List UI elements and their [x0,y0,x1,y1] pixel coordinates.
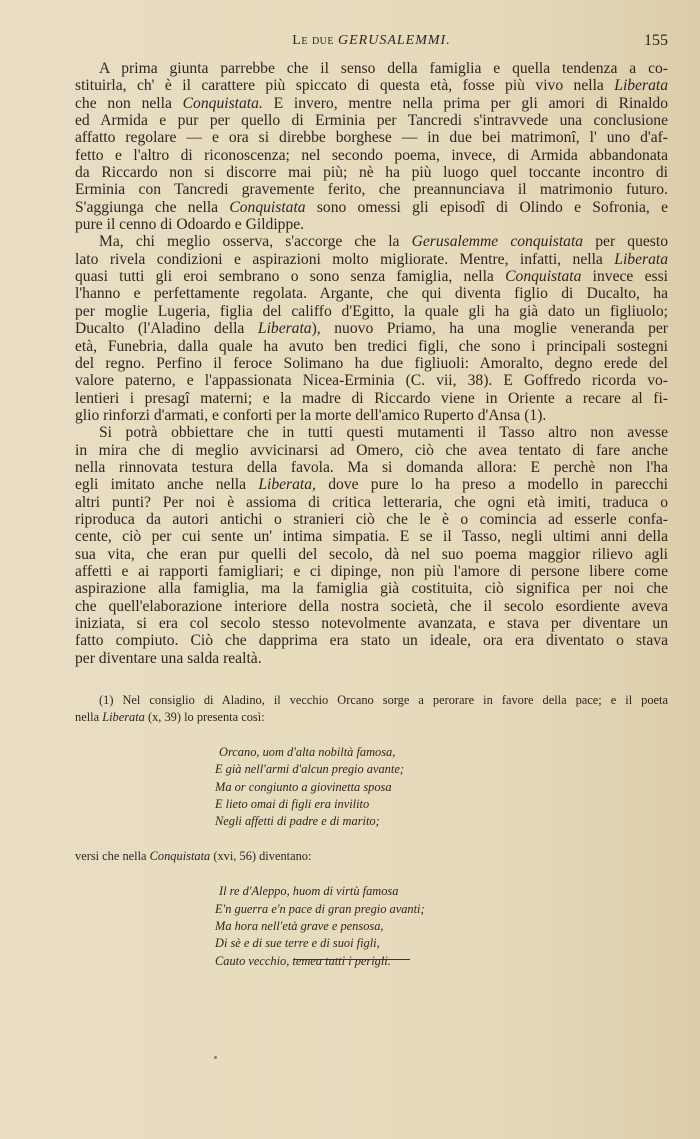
italic-segment: Conquistata. [182,94,263,112]
verse-line: Negli affetti di padre e di marito; [215,814,380,829]
text-line [75,580,668,597]
scan-speck [214,1056,217,1059]
text-line [75,95,668,112]
text-segment: riproduca da autori antichi o stranieri ciò che le è o comincia ad esserle confa- [75,510,668,528]
text-segment: quasi tutti gli eroi sembrano o sono senza famiglia, nella [75,268,506,286]
text-segment: (1) Nel consiglio di Aladino, il vecchio Orcano sorge a perorare in favore della pace; e il poeta [99,693,668,707]
text-segment: Si potrà obbiettare che in tutti questi mutamenti il Tasso altro non avesse [99,424,668,442]
text-segment: A prima giunta parrebbe che il senso della famiglia e quella tendenza a co- [99,60,668,77]
text-segment: (x, 39) lo presenta così: [144,710,265,724]
text-segment: (xvi, 56) diventano: [210,849,312,864]
text-line [75,390,668,407]
text-segment: per questo [583,233,668,251]
verse-line: E già nell'armi d'alcun pregio avante; [215,762,404,777]
text-segment: che non nella [75,94,183,112]
verse-quote [75,883,668,969]
verse-line: E'n guerra e'n pace di gran pregio avanti; [215,901,425,916]
text-segment: E invero, mentre nella prima per gli amori di Rinaldo [262,94,669,112]
text-segment: ed Armida e pur per quello di Erminia per Tancredi s'intravvede una conclusione [75,112,668,130]
italic-segment: Conquistata [505,268,582,286]
paragraph [75,233,668,424]
text-segment: S'aggiunga che nella [75,198,230,216]
text-segment: che quell'elaborazione interiore della nostra società, che il secolo esordiente aveva [75,597,668,615]
text-segment: pure il cenno di Odoardo e Gildippe. [75,216,305,234]
text-segment: dove pure lo ha preso a modello in parecchi [315,476,668,494]
italic-segment: Liberata, [258,476,316,494]
text-segment: aspirazione alla famiglia, ma la famiglia già costituita, ciò significa per noi che [75,580,668,598]
paragraph [75,424,668,667]
text-line [75,164,668,181]
italic-segment: Liberata [257,320,312,338]
running-title-italic: GERUSALEMMI. [338,33,451,48]
text-segment: iniziata, si era col secolo stesso notevolmente avanzata, e stava per diventare un [75,615,668,632]
text-line [75,442,668,459]
text-line [75,60,668,77]
text-line [75,709,668,726]
verse-line: Il re d'Aleppo, huom di virtù famosa [219,884,399,899]
text-line [75,650,668,667]
text-segment: per moglie Lugeria, figlia del califfo d'Egitto, la quale gli ha già dato un figliuolo; [75,302,668,320]
italic-segment: Conquistata [229,198,306,216]
text-segment: fetto e l'altro di riconoscenza; nel secondo poema, invece, di Armida abbandonata [75,146,668,164]
text-line [75,848,668,865]
verse-line: Ma or congiunto a giovinetta sposa [215,779,392,794]
text-segment: egli imitato anche nella [75,476,259,494]
text-line [75,476,668,493]
italic-segment: Liberata [614,77,668,95]
text-segment: Erminia con Tancredi gravemente ferito, che preannunciava il matrimonio futuro. [75,181,668,199]
text-line [75,338,668,355]
text-line [75,511,668,528]
text-line [75,355,668,372]
page-number: 155 [644,32,668,49]
verse-quote [75,744,668,830]
text-line [75,320,668,337]
running-title [75,33,668,49]
text-line [75,268,668,285]
text-segment: altri punti? Per noi è assioma di critica letteraria, che ogni età imiti, traduca o [75,493,668,511]
footnote [75,692,668,988]
text-segment: nella [75,710,103,724]
text-line [75,303,668,320]
main-text [75,60,668,667]
text-segment: versi che nella [75,849,150,864]
text-segment: lentieri i presagî materni; e la madre di Riccardo viene in Oriente a recare al fi- [75,389,668,407]
italic-segment: Liberata [102,710,145,724]
text-line [75,494,668,511]
text-line [75,199,668,216]
text-line [75,285,668,302]
text-segment: in mira che di meglio avvicinarsi ad Omero, ciò che avea tentato di fare anche [75,441,668,459]
verse-line: Di sè e di sue terre e di suoi figli, [215,936,380,951]
text-segment: ), nuovo Priamo, ha una moglie veneranda per [311,320,668,338]
running-title-caps: Le due [292,33,338,48]
text-line [75,181,668,198]
text-line [75,598,668,615]
text-line [75,424,668,441]
italic-segment: Liberata [614,250,668,268]
text-line [75,251,668,268]
text-line [75,216,668,233]
text-segment: Ducalto (l'Aladino della [75,320,258,338]
text-line [75,407,668,424]
text-line [75,147,668,164]
italic-segment: Conquistata [149,849,211,864]
text-segment: età, Funebria, dalla quale ha avuto ben tredici figli, che sono i principali sostegni [75,337,668,355]
text-segment: Ma, chi meglio osserva, s'accorge che la [99,233,412,251]
verse-line: Cauto vecchio, temea tutti i perigli. [215,953,391,968]
text-segment: fatto compiuto. Ciò che dapprima era stato un ideale, ora era diventato o stava [75,632,668,650]
text-line [75,372,668,389]
text-segment: l'hanno e perfettamente regolata. Argante, che qui diventa figlio di Ducalto, ha [75,285,668,303]
text-line [75,129,668,146]
italic-segment: Gerusalemme conquistata [411,233,584,251]
text-segment: glio rinforzi d'armati, e conforti per la morte dell'amico Ruperto d'Ansa (1). [75,406,547,424]
text-segment: nella rinnovata testura della favola. Ma si domanda allora: E perchè non l'ha [75,458,668,476]
text-segment: sua vita, che eran pur quelli del secolo, dà nel suo poema maggior rilievo agli [75,545,668,563]
text-segment: del regno. Perfino il feroce Solimano ha due figliuoli: Amoralto, degno erede del [75,354,668,372]
text-line [75,563,668,580]
text-line [75,692,668,709]
text-line [75,77,668,94]
text-line [75,528,668,545]
text-segment: da Riccardo non si discorre mai più; nè ha più luogo quel toccante incontro di [75,164,668,182]
text-segment: valore paterno, e l'appassionata Nicea-Erminia (C. vii, 38). E Goffredo ricorda vo- [75,372,668,390]
text-segment: per diventare una salda realtà. [75,649,262,667]
text-segment: lato rivela condizioni e aspirazioni molto migliorate. Mentre, infatti, nella [75,250,615,268]
text-segment: invece essi [581,268,668,286]
text-line [75,112,668,129]
text-line [75,615,668,632]
text-segment: affetti e ai rapporti famigliari; e ci dipinge, non più l'amore di persone libere come [75,562,668,580]
text-line [75,546,668,563]
text-line [75,632,668,649]
text-segment: cente, ciò per cui sente un' intima simpatia. E se il Tasso, negli ultimi anni della [75,528,668,546]
text-segment: stituirla, ch' è il carattere più spiccato di questa età, fosse più vivo nella [75,77,615,95]
verse-line: Orcano, uom d'alta nobiltà famosa, [219,745,396,759]
verse-line: E lieto omai di figli era invilito [215,796,370,811]
text-line [75,233,668,250]
text-line [75,459,668,476]
end-rule [293,959,410,960]
verse-line: Ma hora nell'età grave e pensosa, [215,919,384,934]
text-segment: affatto regolare — e ora si direbbe borghese — in due bei matrimonî, l' uno d'af- [75,129,668,147]
text-segment: sono omessi gli episodî di Olindo e Sofronia, e [305,198,669,216]
page-header [75,33,668,53]
paragraph [75,60,668,233]
